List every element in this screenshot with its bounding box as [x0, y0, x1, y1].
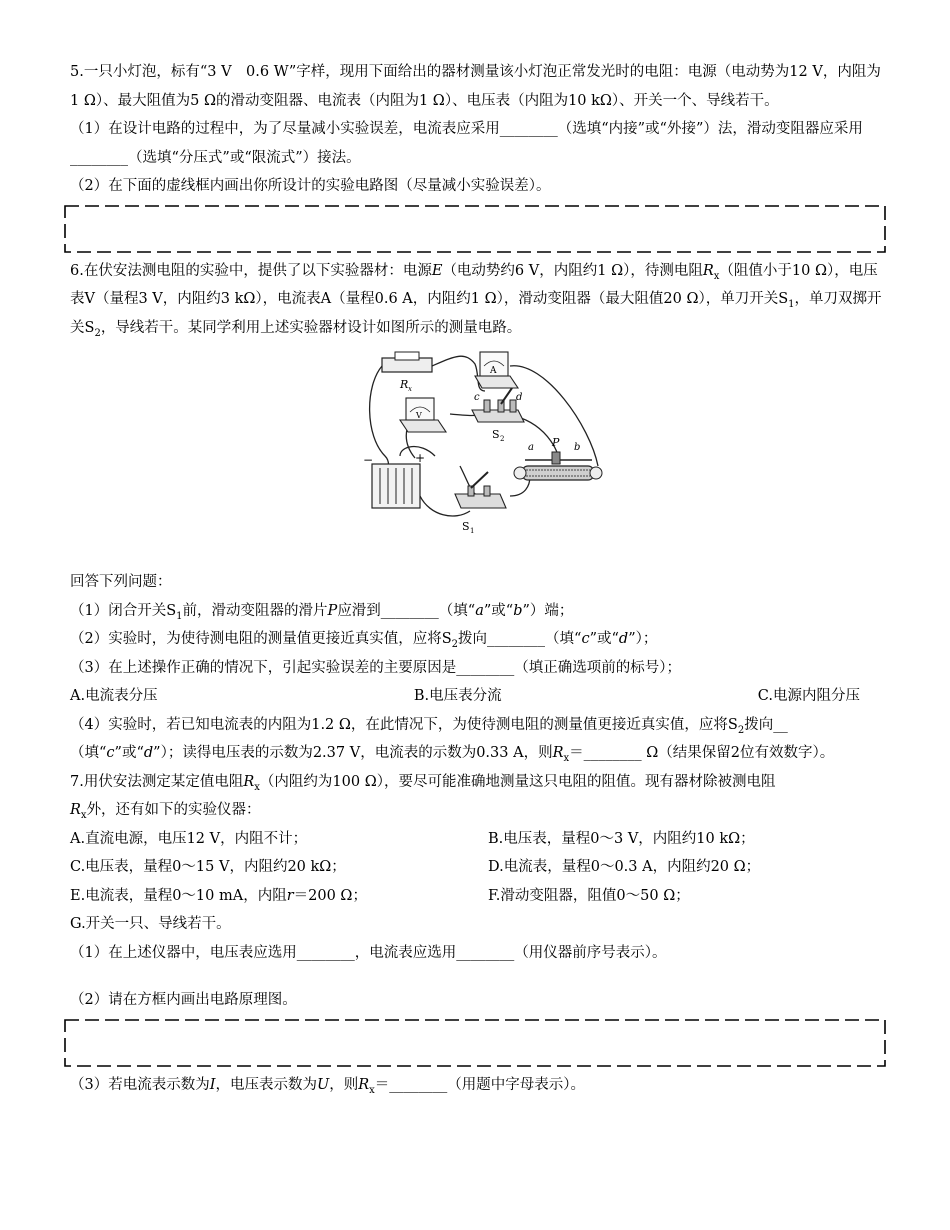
q7-option-e: E.电流表，量程0～10 mA，内阻r＝200 Ω； [70, 887, 367, 904]
battery-icon [363, 451, 425, 508]
q7-part3: （3）若电流表示数为I，电压表示数为U，则$R_x=\_\_\_\_\_\_\_\_$（用题中字母表示）。 [70, 1076, 586, 1096]
circuit-illustration [360, 346, 610, 566]
q7-option-g: G.开关一只、导线若干。 [70, 916, 231, 932]
svg-text:P: P [552, 436, 560, 449]
svg-text:V: V [416, 411, 422, 420]
q7-part1: （1）在上述仪器中，电压表应选用________，电流表应选用________（用仪器前序号表示）。 [70, 944, 667, 961]
circuit-figure [70, 346, 885, 566]
q5-answer-box[interactable] [64, 205, 886, 253]
svg-text:d: d [516, 392, 523, 403]
q7-option-d: D.电流表，量程0～0.3 A，内阻约20 Ω； [488, 859, 761, 875]
svg-text:−: − [363, 453, 374, 467]
q6-option-c: C.电源内阻分压 [757, 688, 860, 704]
dashed-frame [64, 205, 886, 253]
ammeter-icon [475, 352, 518, 388]
svg-text:b: b [574, 442, 581, 453]
resistor-rx [382, 352, 432, 393]
svg-text:R: R [400, 378, 409, 391]
q5-part2: （2）在下面的虚线框内画出你所设计的实验电路图（尽量减小实验误差）。 [70, 178, 551, 194]
q6-option-a: A.电流表分压 [70, 688, 158, 704]
q7-option-b: B.电压表，量程0～3 V，内阻约10 kΩ； [488, 830, 755, 847]
voltmeter-icon [400, 398, 446, 432]
q6-answer-intro: 回答下列问题： [70, 574, 172, 590]
q5-stem: 5.一只小灯泡，标有“3 V 0.6 W”字样，现用下面给出的器材测量该小灯泡正常发光时的电阻：电源（电动势为12 V，内阻为1 Ω）、最大阻值为5 Ω的滑动变阻器、电流表（内阻为1 Ω）、电压表（内阻为10 kΩ）、开关一个、导线若干。 [70, 64, 881, 109]
q6-option-b: B.电压表分流 [413, 688, 502, 704]
q7-option-c: C.电压表，量程0～15 V，内阻约20 kΩ； [70, 859, 346, 875]
q7-stem: 7.用伏安法测定某定值电阻$R_x$（内阻约为100 Ω），要尽可能准确地测量这只电阻的阻值。现有器材除被测电阻 $R_x$外，还有如下的实验仪器： [70, 773, 776, 821]
q6-part2: （2）实验时，为使待测电阻的测量值更接近真实值，应将$S_2$拨向________（填“c”或“d”）； [70, 631, 658, 650]
q6-part4: （4）实验时，若已知电流表的内阻为1.2 Ω，在此情况下，为使待测电阻的测量值更接近真实值，应将$S_2$拨向__（填“c”或“d”）；读得电压表的示数为2.37 V，电流表的示数为0.33 A，则$R_x=\_\_\_\_\_\_\_\_$ Ω（结果保留2位有效数字）。 [70, 716, 835, 764]
svg-text:2: 2 [500, 435, 505, 443]
switch-s2-icon [472, 388, 524, 443]
q7-option-a: A.直流电源，电压12 V，内阻不计； [70, 830, 308, 847]
svg-text:a: a [528, 442, 534, 453]
dashed-frame [64, 1019, 886, 1067]
q7-part2: （2）请在方框内画出电路原理图。 [70, 992, 297, 1008]
worksheet [70, 58, 885, 1099]
q7-answer-box[interactable] [64, 1019, 886, 1067]
q6-part3: （3）在上述操作正确的情况下，引起实验误差的主要原因是________（填正确选项前的标号）； [70, 659, 681, 676]
svg-text:A: A [490, 366, 497, 376]
q5-part1: （1）在设计电路的过程中，为了尽量减小实验误差，电流表应采用________（选填“内接”或“外接”）法，滑动变阻器应采用________（选填“分压式”或“限流式”）接法。 [70, 121, 863, 166]
svg-text:1: 1 [470, 527, 475, 535]
q6-stem: 6.在伏安法测电阻的实验中，提供了以下实验器材：电源E（电动势约6 V，内阻约1 Ω），待测电阻$R_x$（阻值小于10 Ω），电压表V（量程3 V，内阻约3 kΩ），电流表A（量程0.6 A，内阻约1 Ω），滑动变阻器（最大阻值20 Ω），单刀开关$S_1$，单刀双掷开关$S_2$，导线若干。某同学利用上述实验器材设计如图所示的测量电路。 [70, 262, 882, 339]
svg-text:c: c [474, 392, 480, 403]
q6-options [70, 682, 860, 711]
q6-part1: （1）闭合开关$S_1$前，滑动变阻器的滑片P应滑到________（填“a”或“b”）端； [70, 602, 574, 622]
q7-options-row3 [70, 882, 885, 911]
svg-text:S: S [462, 520, 470, 533]
svg-text:x: x [408, 385, 412, 393]
svg-text:+: + [415, 451, 426, 465]
q7-options-row2 [70, 853, 885, 882]
switch-s1-icon [455, 472, 506, 535]
svg-text:S: S [492, 428, 500, 441]
q7-option-f: F.滑动变阻器，阻值0～50 Ω； [488, 887, 690, 904]
q7-options-row1 [70, 825, 885, 854]
rheostat-icon [514, 436, 602, 480]
